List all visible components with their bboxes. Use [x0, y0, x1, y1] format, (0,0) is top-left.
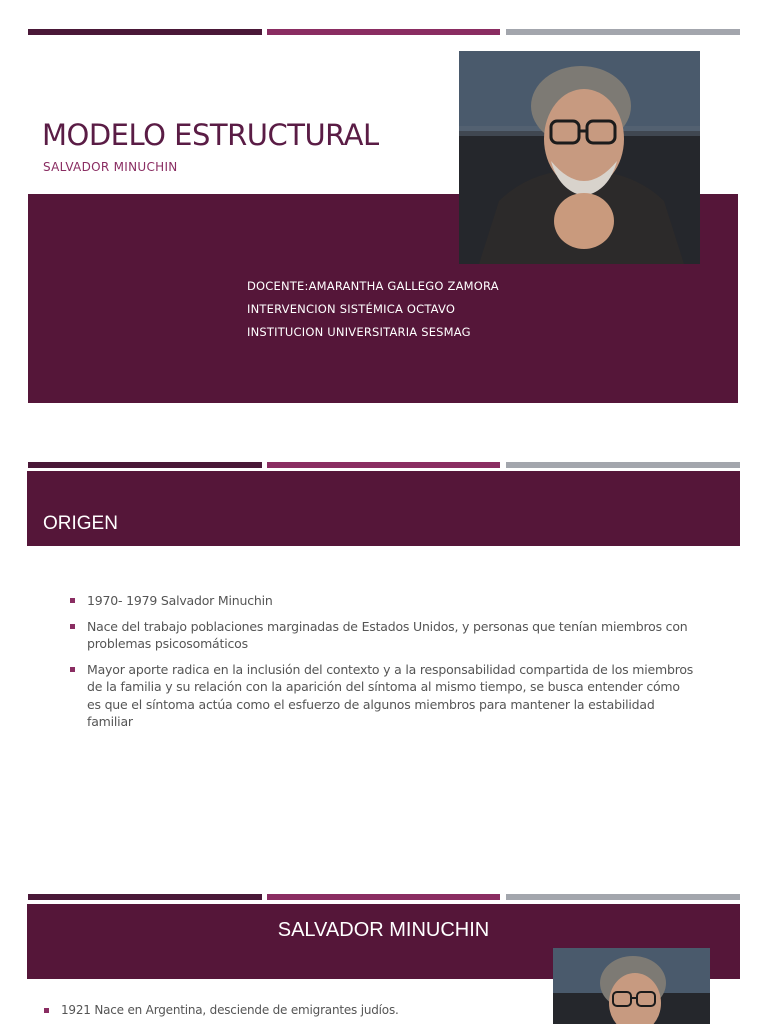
- list-item: [44, 1003, 399, 1017]
- accent-bar-dark: [28, 462, 262, 468]
- accent-bar-gray: [506, 29, 740, 35]
- bullet-text: 1921 Nace en Argentina, desciende de emigrantes judíos.: [61, 1003, 399, 1017]
- info-institution: INSTITUCION UNIVERSITARIA SESMAG: [247, 325, 471, 339]
- accent-bar-gray: [506, 894, 740, 900]
- slide2-accent-bar: [28, 462, 740, 468]
- accent-bar-magenta: [267, 462, 500, 468]
- info-teacher: DOCENTE:AMARANTHA GALLEGO ZAMORA: [247, 279, 499, 293]
- accent-bar-magenta: [267, 29, 500, 35]
- origen-title: ORIGEN: [43, 513, 118, 534]
- bullet-square-icon: [44, 1008, 49, 1013]
- bullet-square-icon: [70, 598, 75, 603]
- bullet-text: 1970- 1979 Salvador Minuchin: [87, 593, 273, 608]
- list-item: [70, 661, 695, 731]
- slide1-accent-bar: [28, 29, 740, 35]
- accent-bar-gray: [506, 462, 740, 468]
- info-course: INTERVENCION SISTÉMICA OCTAVO: [247, 302, 456, 316]
- slide-title: MODELO ESTRUCTURAL: [42, 118, 379, 152]
- list-item: [70, 592, 695, 610]
- bullet-text: Nace del trabajo poblaciones marginadas de Estados Unidos, y personas que tenían miembros con problemas psicosomáticos: [87, 618, 688, 651]
- minuchin-title: SALVADOR MINUCHIN: [277, 919, 490, 941]
- slide-subtitle: SALVADOR MINUCHIN: [43, 160, 178, 174]
- list-item: [70, 618, 695, 653]
- portrait-icon: [553, 948, 710, 1024]
- bullet-text: Mayor aporte radica en la inclusión del contexto y a la responsabilidad compartida de los miembros de la familia y su relación con la aparición del síntoma al mismo tiempo, se busca entender cómo es que el síntoma actúa como el esfuerzo de algunos miembros para mantener la estabilidad familiar: [87, 661, 694, 729]
- portrait-icon: [459, 51, 700, 264]
- bullet-square-icon: [70, 667, 75, 672]
- minuchin-bullet-list: [44, 1003, 399, 1017]
- origen-band: [27, 471, 740, 546]
- bullet-square-icon: [70, 624, 75, 629]
- accent-bar-dark: [28, 894, 262, 900]
- portrait-photo: [459, 51, 700, 264]
- accent-bar-dark: [28, 29, 262, 35]
- origen-bullet-list: [70, 592, 695, 739]
- accent-bar-magenta: [267, 894, 500, 900]
- slide3-accent-bar: [28, 894, 740, 900]
- portrait-photo-small: [553, 948, 710, 1024]
